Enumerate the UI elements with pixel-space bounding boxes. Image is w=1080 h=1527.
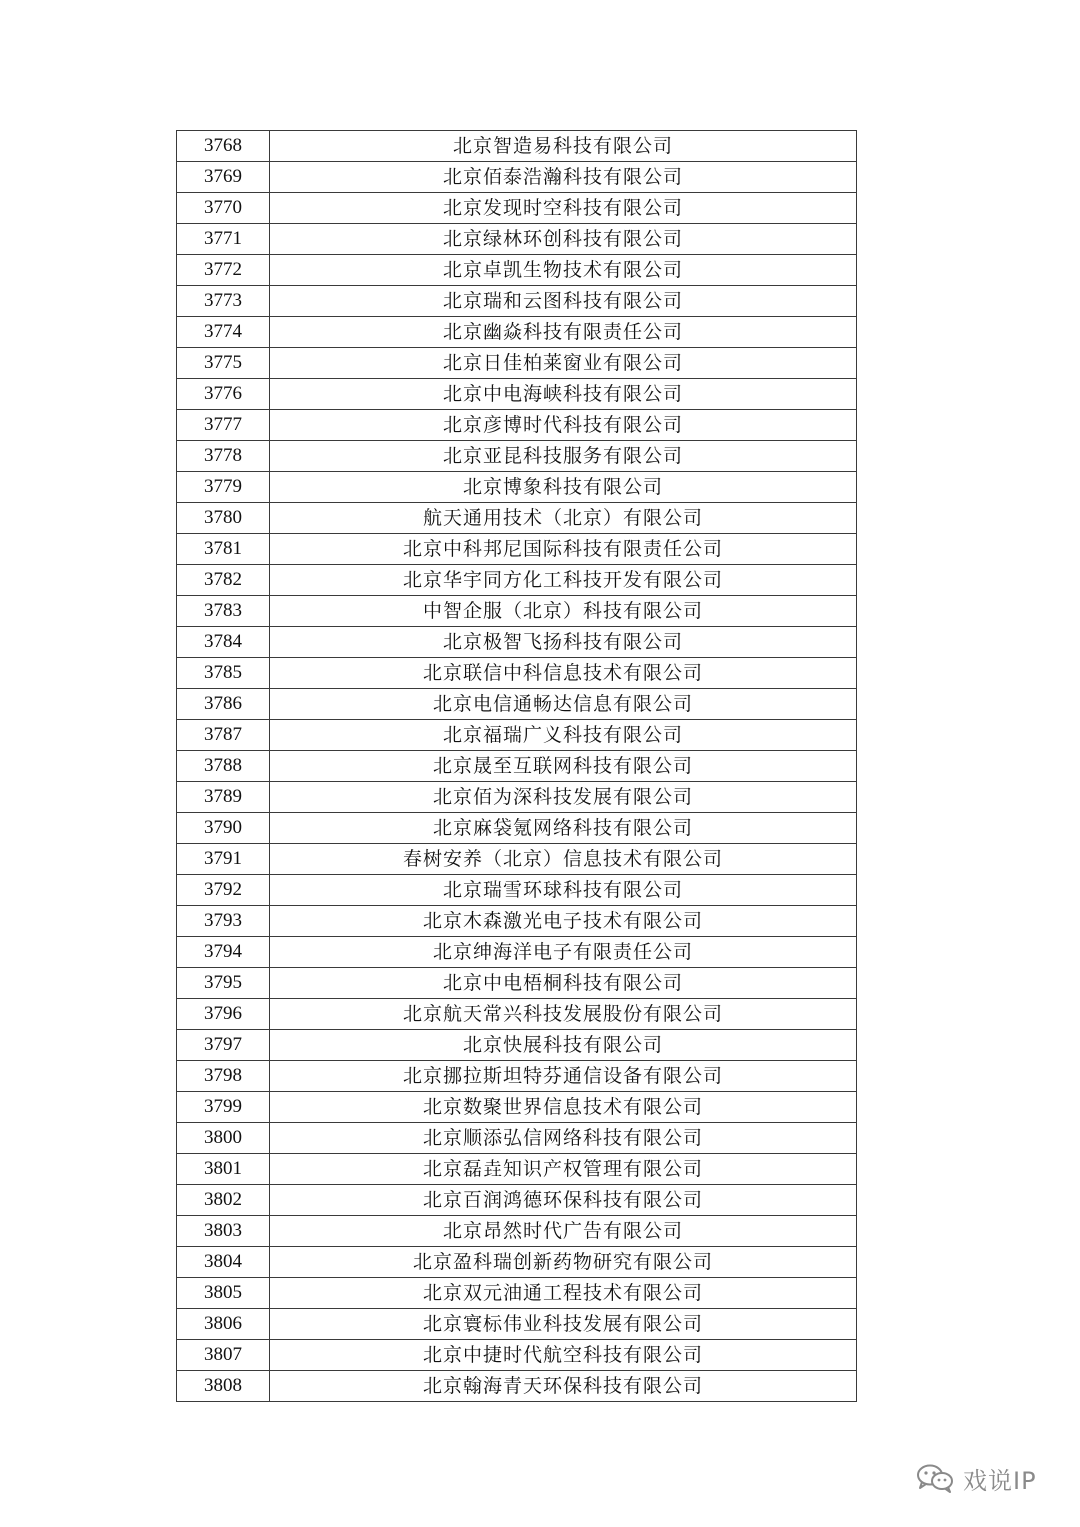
row-number-cell: 3769 — [177, 162, 270, 193]
row-number-cell: 3778 — [177, 441, 270, 472]
company-name-cell: 北京彦博时代科技有限公司 — [270, 410, 857, 441]
table-row — [177, 627, 857, 658]
row-number-cell: 3779 — [177, 472, 270, 503]
table-row — [177, 348, 857, 379]
company-name-cell: 北京瑞雪环球科技有限公司 — [270, 875, 857, 906]
row-number-cell: 3786 — [177, 689, 270, 720]
watermark-text: 戏说IP — [963, 1466, 1037, 1495]
row-number-cell: 3804 — [177, 1247, 270, 1278]
row-number-cell: 3798 — [177, 1061, 270, 1092]
table-row — [177, 379, 857, 410]
company-name-cell: 北京卓凯生物技术有限公司 — [270, 255, 857, 286]
row-number-cell: 3808 — [177, 1371, 270, 1402]
company-name-cell: 北京绿林环创科技有限公司 — [270, 224, 857, 255]
company-name-cell: 北京发现时空科技有限公司 — [270, 193, 857, 224]
row-number-cell: 3774 — [177, 317, 270, 348]
table-row — [177, 1123, 857, 1154]
company-name-cell: 航天通用技术（北京）有限公司 — [270, 503, 857, 534]
company-name-cell: 北京木森激光电子技术有限公司 — [270, 906, 857, 937]
company-name-cell: 北京寰标伟业科技发展有限公司 — [270, 1309, 857, 1340]
table-row — [177, 255, 857, 286]
row-number-cell: 3780 — [177, 503, 270, 534]
company-name-cell: 中智企服（北京）科技有限公司 — [270, 596, 857, 627]
row-number-cell: 3802 — [177, 1185, 270, 1216]
company-name-cell: 北京磊垚知识产权管理有限公司 — [270, 1154, 857, 1185]
table-row — [177, 689, 857, 720]
row-number-cell: 3783 — [177, 596, 270, 627]
table-row — [177, 875, 857, 906]
table-row — [177, 782, 857, 813]
table-row — [177, 472, 857, 503]
table-row — [177, 1278, 857, 1309]
table-row — [177, 162, 857, 193]
table-row — [177, 1247, 857, 1278]
company-name-cell: 北京日佳柏莱窗业有限公司 — [270, 348, 857, 379]
company-name-cell: 北京博象科技有限公司 — [270, 472, 857, 503]
row-number-cell: 3792 — [177, 875, 270, 906]
row-number-cell: 3796 — [177, 999, 270, 1030]
company-name-cell: 北京中电梧桐科技有限公司 — [270, 968, 857, 999]
table-row — [177, 1309, 857, 1340]
table-row — [177, 1216, 857, 1247]
company-name-cell: 北京中科邦尼国际科技有限责任公司 — [270, 534, 857, 565]
row-number-cell: 3784 — [177, 627, 270, 658]
table-row — [177, 1371, 857, 1402]
table-row — [177, 596, 857, 627]
company-name-cell: 北京幽焱科技有限责任公司 — [270, 317, 857, 348]
company-name-cell: 北京电信通畅达信息有限公司 — [270, 689, 857, 720]
table-row — [177, 503, 857, 534]
table-row — [177, 844, 857, 875]
row-number-cell: 3781 — [177, 534, 270, 565]
row-number-cell: 3775 — [177, 348, 270, 379]
table-row — [177, 1030, 857, 1061]
row-number-cell: 3800 — [177, 1123, 270, 1154]
company-name-cell: 北京挪拉斯坦特芬通信设备有限公司 — [270, 1061, 857, 1092]
table-body — [177, 131, 857, 1402]
row-number-cell: 3785 — [177, 658, 270, 689]
table-row — [177, 224, 857, 255]
table-row — [177, 1061, 857, 1092]
company-name-cell: 北京昂然时代广告有限公司 — [270, 1216, 857, 1247]
row-number-cell: 3788 — [177, 751, 270, 782]
row-number-cell: 3794 — [177, 937, 270, 968]
company-name-cell: 北京福瑞广义科技有限公司 — [270, 720, 857, 751]
table-row — [177, 286, 857, 317]
company-name-cell: 北京双元油通工程技术有限公司 — [270, 1278, 857, 1309]
table-row — [177, 751, 857, 782]
company-name-cell: 北京盈科瑞创新药物研究有限公司 — [270, 1247, 857, 1278]
company-name-cell: 北京绅海洋电子有限责任公司 — [270, 937, 857, 968]
row-number-cell: 3797 — [177, 1030, 270, 1061]
company-name-cell: 春树安养（北京）信息技术有限公司 — [270, 844, 857, 875]
company-name-cell: 北京极智飞扬科技有限公司 — [270, 627, 857, 658]
table-row — [177, 193, 857, 224]
company-name-cell: 北京佰泰浩瀚科技有限公司 — [270, 162, 857, 193]
row-number-cell: 3801 — [177, 1154, 270, 1185]
company-list-table — [176, 130, 857, 1402]
table-row — [177, 906, 857, 937]
row-number-cell: 3789 — [177, 782, 270, 813]
table-row — [177, 1185, 857, 1216]
table-row — [177, 317, 857, 348]
row-number-cell: 3776 — [177, 379, 270, 410]
row-number-cell: 3777 — [177, 410, 270, 441]
table-row — [177, 1340, 857, 1371]
company-name-cell: 北京中电海峡科技有限公司 — [270, 379, 857, 410]
table-row — [177, 565, 857, 596]
table-row — [177, 1092, 857, 1123]
row-number-cell: 3772 — [177, 255, 270, 286]
watermark — [915, 1460, 1037, 1496]
table-row — [177, 813, 857, 844]
row-number-cell: 3793 — [177, 906, 270, 937]
row-number-cell: 3805 — [177, 1278, 270, 1309]
wechat-icon — [915, 1463, 955, 1493]
company-name-cell: 北京智造易科技有限公司 — [270, 131, 857, 162]
company-name-cell: 北京顺添弘信网络科技有限公司 — [270, 1123, 857, 1154]
row-number-cell: 3791 — [177, 844, 270, 875]
row-number-cell: 3787 — [177, 720, 270, 751]
row-number-cell: 3806 — [177, 1309, 270, 1340]
table-row — [177, 131, 857, 162]
company-name-cell: 北京航天常兴科技发展股份有限公司 — [270, 999, 857, 1030]
company-name-cell: 北京联信中科信息技术有限公司 — [270, 658, 857, 689]
row-number-cell: 3807 — [177, 1340, 270, 1371]
row-number-cell: 3771 — [177, 224, 270, 255]
row-number-cell: 3799 — [177, 1092, 270, 1123]
table-row — [177, 410, 857, 441]
row-number-cell: 3770 — [177, 193, 270, 224]
company-name-cell: 北京中捷时代航空科技有限公司 — [270, 1340, 857, 1371]
table-row — [177, 937, 857, 968]
row-number-cell: 3773 — [177, 286, 270, 317]
row-number-cell: 3768 — [177, 131, 270, 162]
company-name-cell: 北京晟至互联网科技有限公司 — [270, 751, 857, 782]
row-number-cell: 3790 — [177, 813, 270, 844]
row-number-cell: 3803 — [177, 1216, 270, 1247]
table-row — [177, 1154, 857, 1185]
table-row — [177, 534, 857, 565]
table-row — [177, 658, 857, 689]
company-name-cell: 北京麻袋氪网络科技有限公司 — [270, 813, 857, 844]
row-number-cell: 3795 — [177, 968, 270, 999]
table-row — [177, 720, 857, 751]
company-name-cell: 北京翰海青天环保科技有限公司 — [270, 1371, 857, 1402]
table-row — [177, 968, 857, 999]
company-name-cell: 北京亚昆科技服务有限公司 — [270, 441, 857, 472]
table-row — [177, 441, 857, 472]
company-name-cell: 北京佰为深科技发展有限公司 — [270, 782, 857, 813]
company-name-cell: 北京华宇同方化工科技开发有限公司 — [270, 565, 857, 596]
row-number-cell: 3782 — [177, 565, 270, 596]
company-name-cell: 北京瑞和云图科技有限公司 — [270, 286, 857, 317]
table-row — [177, 999, 857, 1030]
company-name-cell: 北京百润鸿德环保科技有限公司 — [270, 1185, 857, 1216]
company-name-cell: 北京数聚世界信息技术有限公司 — [270, 1092, 857, 1123]
company-name-cell: 北京快展科技有限公司 — [270, 1030, 857, 1061]
